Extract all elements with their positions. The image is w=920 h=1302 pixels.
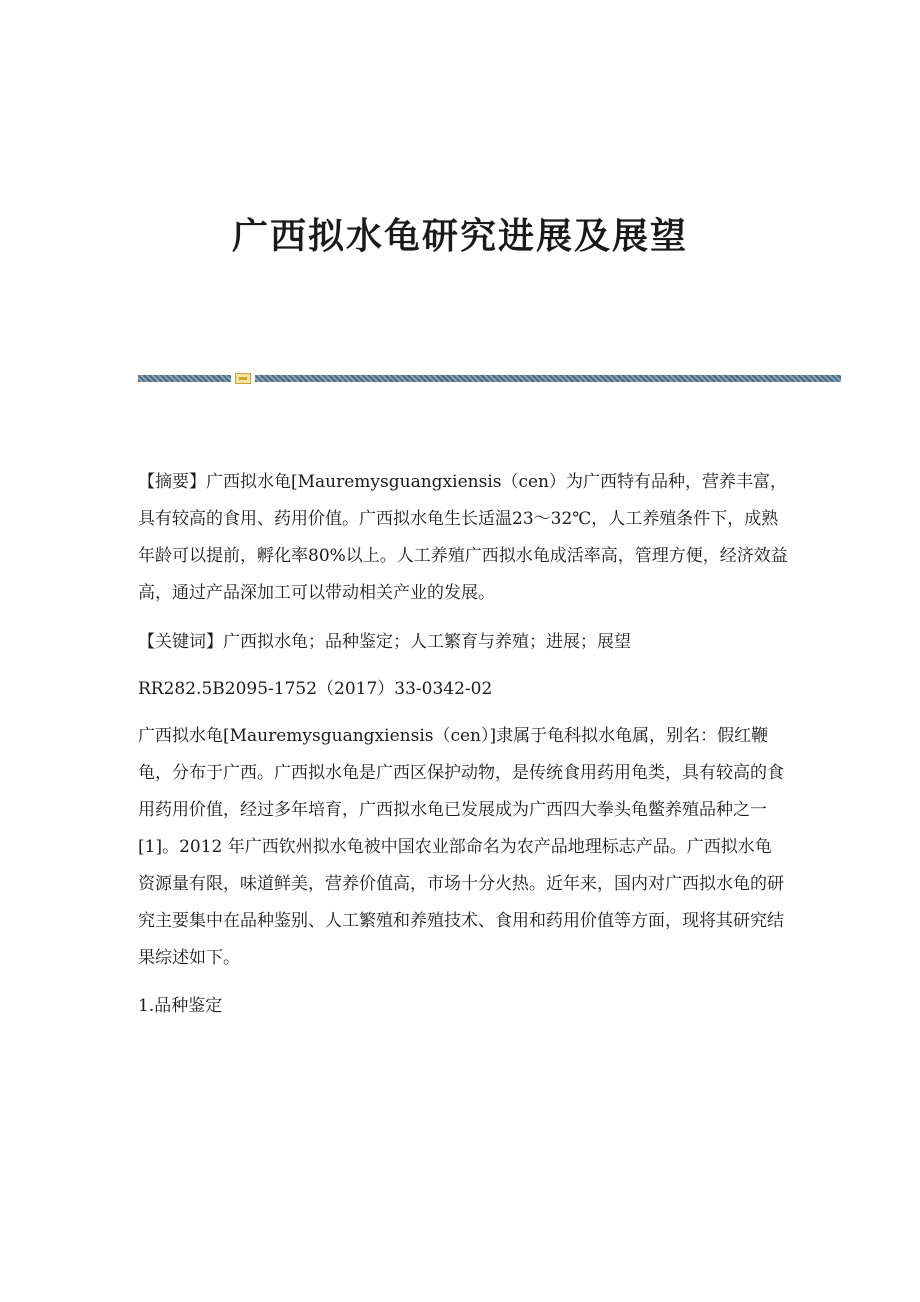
keywords-text: 广西拟水龟；品种鉴定；人工繁育与养殖；进展；展望 bbox=[223, 632, 631, 652]
document-title: 广西拟水龟研究进展及展望 bbox=[231, 215, 688, 257]
divider-bar-right bbox=[255, 375, 841, 382]
decorative-divider bbox=[138, 373, 841, 383]
divider-bar-left bbox=[138, 375, 231, 382]
keywords-paragraph bbox=[138, 624, 788, 661]
abstract-paragraph bbox=[138, 464, 788, 612]
divider-ornament-icon bbox=[235, 373, 251, 384]
abstract-label: 【摘要】 bbox=[138, 472, 206, 492]
document-body bbox=[138, 464, 788, 1025]
classification-code: RR282.5B2095-1752（2017）33-0342-02 bbox=[138, 679, 493, 699]
intro-paragraph: 广西拟水龟[Mauremysguangxiensis（cen）]隶属于龟科拟水龟属，别名：假红鞭龟，分布于广西。广西拟水龟是广西区保护动物，是传统食用药用龟类，具有较高的食用药用价值，经过多年培育，广西拟水龟已发展成为广西四大拳头龟鳖养殖品种之一[1]。2012 年广西钦州拟水龟被中国农业部命名为农产品地理标志产品。广西拟水龟资源量有限，味道鲜美，营养价值高，市场十分火热。近年来，国内对广西拟水龟的研究主要集中在品种鉴别、人工繁殖和养殖技术、食用和药用价值等方面，现将其研究结果综述如下。 bbox=[138, 726, 784, 968]
abstract-text: 广西拟水龟[Mauremysguangxiensis（cen）为广西特有品种，营养丰富，具有较高的食用、药用价值。广西拟水龟生长适温23～32℃，人工养殖条件下，成熟年龄可以提前，孵化率80%以上。人工养殖广西拟水龟成活率高，管理方便，经济效益高，通过产品深加工可以带动相关产业的发展。 bbox=[138, 472, 788, 603]
section-heading: 1.品种鉴定 bbox=[138, 996, 223, 1016]
keywords-label: 【关键词】 bbox=[138, 632, 223, 652]
